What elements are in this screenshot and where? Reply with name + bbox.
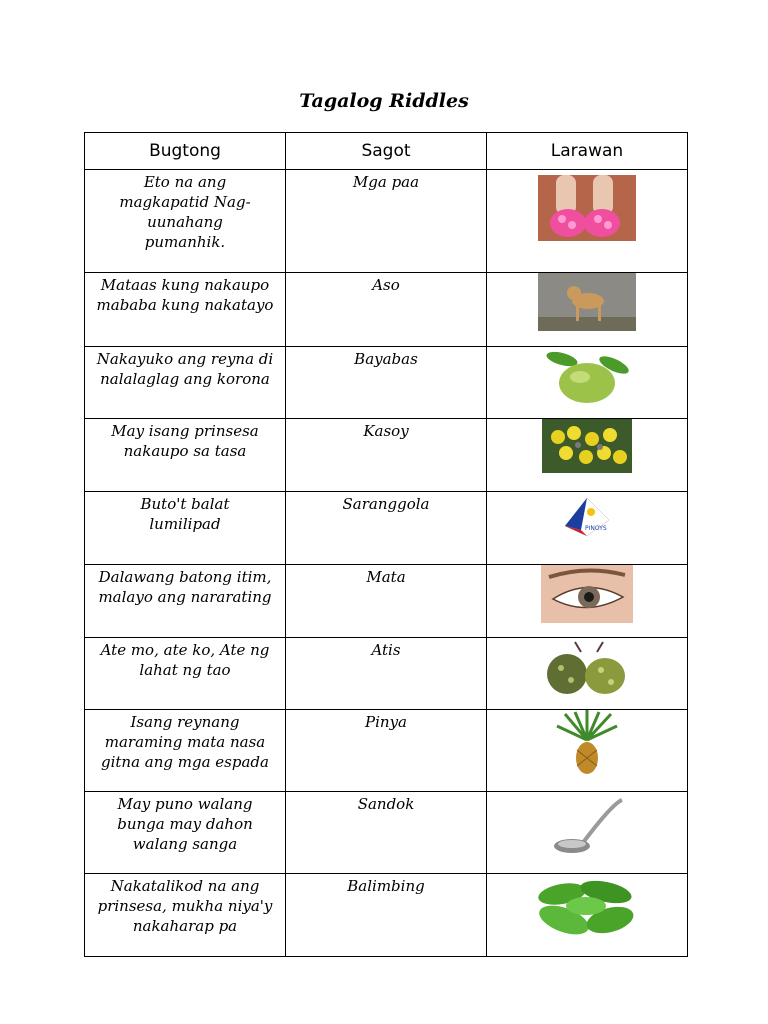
image-cell bbox=[487, 170, 688, 273]
riddle-text: May isang prinsesa nakaupo sa tasa bbox=[111, 422, 259, 460]
eye-image bbox=[541, 565, 633, 623]
table-row bbox=[85, 710, 688, 792]
riddle-cell bbox=[85, 492, 286, 565]
image-cell bbox=[487, 792, 688, 874]
table-row bbox=[85, 565, 688, 638]
riddle-text: Nakatalikod na ang prinsesa, mukha niya'y nakaharap pa bbox=[97, 877, 273, 935]
cashew-image bbox=[542, 419, 632, 473]
answer-cell: Kasoy bbox=[286, 419, 487, 492]
riddle-cell bbox=[85, 638, 286, 710]
riddle-cell bbox=[85, 792, 286, 874]
answer-cell: Mata bbox=[286, 565, 487, 638]
riddle-text: Ate mo, ate ko, Ate ng lahat ng tao bbox=[100, 641, 270, 679]
header-bugtong: Bugtong bbox=[85, 133, 286, 170]
answer-cell: Bayabas bbox=[286, 347, 487, 419]
answer-cell: Mga paa bbox=[286, 170, 487, 273]
riddle-text: Nakayuko ang reyna di nalalaglag ang korona bbox=[96, 350, 274, 388]
table-row bbox=[85, 874, 688, 957]
table-row bbox=[85, 419, 688, 492]
image-cell bbox=[487, 492, 688, 565]
table-row bbox=[85, 792, 688, 874]
image-cell bbox=[487, 419, 688, 492]
riddle-text: Buto't balat lumilipad bbox=[140, 495, 230, 533]
riddle-cell bbox=[85, 170, 286, 273]
image-cell bbox=[487, 710, 688, 792]
kite-image bbox=[557, 496, 617, 542]
riddles-table bbox=[84, 132, 688, 957]
riddle-cell bbox=[85, 347, 286, 419]
riddle-cell bbox=[85, 419, 286, 492]
ladle-image bbox=[542, 794, 632, 856]
riddle-text: Dalawang batong itim, malayo ang nararating bbox=[98, 568, 272, 606]
image-cell bbox=[487, 273, 688, 347]
answer-cell: Aso bbox=[286, 273, 487, 347]
riddle-text: Eto na ang magkapatid Nag-uunahang pumanhik. bbox=[119, 173, 251, 251]
table-row bbox=[85, 347, 688, 419]
starfruit-image bbox=[534, 874, 640, 940]
header-sagot: Sagot bbox=[286, 133, 487, 170]
header-row bbox=[85, 133, 688, 170]
image-cell bbox=[487, 565, 688, 638]
image-cell bbox=[487, 874, 688, 957]
image-cell bbox=[487, 638, 688, 710]
answer-cell: Saranggola bbox=[286, 492, 487, 565]
image-cell bbox=[487, 347, 688, 419]
answer-cell: Balimbing bbox=[286, 874, 487, 957]
table-row bbox=[85, 492, 688, 565]
answer-cell: Atis bbox=[286, 638, 487, 710]
riddle-cell bbox=[85, 273, 286, 347]
riddle-text: Isang reynang maraming mata nasa gitna ang mga espada bbox=[101, 713, 269, 771]
atis-image bbox=[545, 638, 629, 696]
dog-image bbox=[538, 273, 636, 331]
riddle-text: May puno walang bunga may dahon walang sanga bbox=[117, 795, 253, 853]
riddle-text: Mataas kung nakaupo mababa kung nakatayo bbox=[96, 276, 274, 314]
feet-sandals-image bbox=[538, 175, 636, 241]
page-title: Tagalog Riddles bbox=[299, 90, 469, 112]
answer-cell: Pinya bbox=[286, 710, 487, 792]
table-row bbox=[85, 638, 688, 710]
kite-label: PINOYS bbox=[585, 525, 607, 532]
answer-cell: Sandok bbox=[286, 792, 487, 874]
pineapple-image bbox=[545, 710, 629, 776]
table-row bbox=[85, 273, 688, 347]
header-larawan: Larawan bbox=[487, 133, 688, 170]
riddle-cell bbox=[85, 710, 286, 792]
table-row bbox=[85, 170, 688, 273]
riddle-cell bbox=[85, 565, 286, 638]
riddle-cell bbox=[85, 874, 286, 957]
guava-image bbox=[542, 349, 632, 405]
